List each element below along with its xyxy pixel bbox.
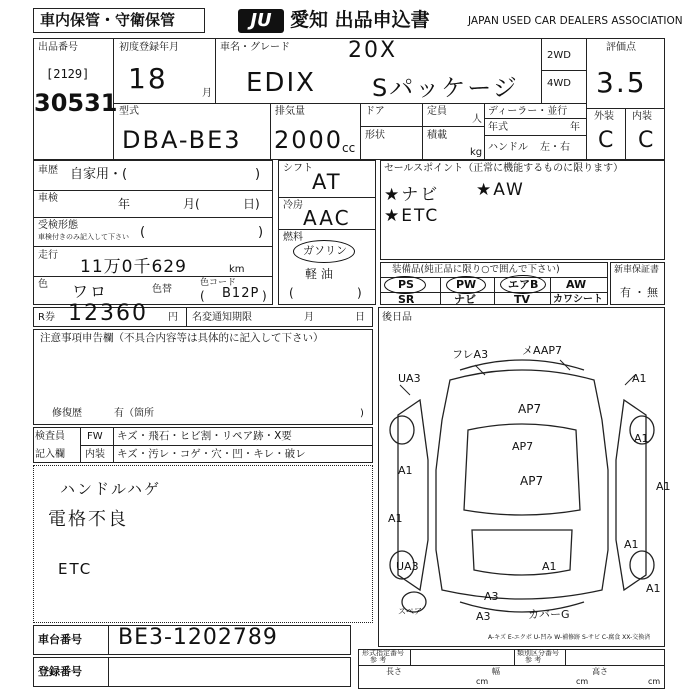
equip-aw: AW — [566, 278, 587, 291]
warranty-no: 無 — [647, 286, 658, 299]
equip-pw: PW — [456, 278, 477, 291]
history-close: ) — [255, 167, 261, 182]
mileage-label: 走行 — [38, 250, 58, 261]
category-label: 類別区分番号 — [517, 649, 559, 657]
color-change-label: 色替 — [152, 284, 172, 295]
shift-label: シフト — [283, 163, 313, 174]
ju-logo-text: JU — [250, 10, 272, 31]
inspector-record-label: 記入欄 — [35, 449, 65, 460]
warranty-sep: ・ — [634, 286, 645, 299]
diagram-label-5: A1 — [632, 372, 647, 385]
dimension-block — [358, 649, 665, 689]
diagram-label-10: A1 — [388, 512, 403, 525]
color-code-close: ) — [262, 289, 267, 303]
height-unit: cm — [648, 677, 661, 686]
color-code-label: 色コード — [200, 278, 237, 288]
registration-year: 18 — [128, 62, 168, 95]
warranty-yes: 有 — [620, 286, 631, 299]
width-label: 幅 — [492, 667, 500, 676]
inspector-row2: キズ・汚レ・コゲ・穴・凹・キレ・破レ — [117, 448, 306, 460]
model-label: 型式 — [119, 106, 139, 117]
car-name: EDIX — [246, 68, 316, 98]
diagram-label-13: A1 — [624, 538, 639, 551]
r-ken-unit: 円 — [168, 312, 178, 323]
model-value: DBA-BE3 — [122, 126, 242, 154]
name-change-month: 月 — [304, 312, 314, 323]
selling-point-1: ★ナビ — [384, 185, 440, 205]
mileage-value: 11万0千629 — [80, 257, 187, 277]
diagram-label-1: UA3 — [398, 372, 421, 385]
shape-label: 形状 — [365, 130, 385, 141]
capacity-label: 定員 — [427, 106, 447, 117]
diagram-label-17: カバーG — [528, 608, 570, 621]
history-label: 車歴 — [38, 165, 58, 176]
equip-wseat: カワシート — [553, 294, 603, 305]
handwritten-note-2: 電格不良 — [48, 509, 128, 530]
length-unit: cm — [476, 677, 489, 686]
inspection-label: 車検 — [38, 193, 58, 204]
fuel-gasoline: ガソリン — [303, 244, 347, 257]
r-ken-label: R券 — [38, 312, 55, 323]
inspection-year: 年 — [118, 197, 131, 211]
fuel-diesel: 軽 油 — [305, 267, 333, 281]
receipt-close: ) — [258, 225, 264, 240]
color-value: ワロ — [72, 282, 109, 301]
year-label: 年式 — [488, 122, 508, 133]
diagram-label-7: A1 — [398, 464, 413, 477]
diagram-label-6: AP7 — [520, 474, 544, 488]
score-label: 評価点 — [606, 42, 636, 53]
diagram-label-14: A3 — [484, 590, 499, 603]
history-value: 自家用・( — [70, 167, 128, 182]
notes-label: 注意事項申告欄（不具合内容等は具体的に記入して下さい） — [40, 332, 324, 344]
chassis-value: BE3-1202789 — [118, 625, 278, 650]
width-unit: cm — [576, 677, 589, 686]
inspector-row2-label: 内装 — [85, 449, 105, 460]
rear-seat-label: 後日品 — [382, 312, 412, 323]
diagram-label-2: フレA3 — [452, 348, 489, 361]
exterior-label: 外装 — [594, 111, 614, 122]
color-label: 色 — [38, 279, 48, 290]
lot-label: 出品番号 — [38, 42, 78, 53]
car-grade: 20X — [348, 38, 398, 63]
drive-4wd: 4WD — [547, 78, 571, 89]
diagram-label-18: AP7 — [512, 440, 534, 453]
spare-label: スペア — [398, 607, 422, 616]
repair-close: ) — [360, 408, 364, 419]
inspector-row1: キズ・飛石・ヒビ割・リペア跡・X要 — [117, 430, 292, 442]
diagram-label-15: A1 — [646, 582, 661, 595]
equip-ps: PS — [398, 278, 414, 291]
name-change-day: 日 — [355, 312, 365, 323]
inspection-day: 日) — [243, 197, 260, 211]
registration-label: 初度登録年月 — [119, 42, 179, 53]
interior-label: 内装 — [632, 111, 652, 122]
interior-score: C — [638, 128, 656, 153]
equip-sr: SR — [398, 293, 415, 306]
height-label: 高さ — [592, 667, 608, 676]
brand-title: 愛知 出品申込書 — [290, 9, 430, 31]
door-label: ドア — [365, 106, 385, 117]
selling-point-2: ★AW — [476, 180, 525, 200]
model-number-ref: 参 考 — [370, 656, 387, 664]
repair-label: 修復歴 — [52, 408, 82, 419]
reg-label: 登録番号 — [38, 665, 82, 678]
displacement-label: 排気量 — [275, 106, 305, 117]
load-unit: kg — [470, 147, 483, 158]
handle-label: ハンドル — [488, 142, 528, 153]
capacity-unit: 人 — [472, 114, 482, 125]
equip-airbag: エアB — [508, 278, 539, 291]
shift-value: AT — [312, 170, 342, 194]
receipt-open: ( — [140, 225, 146, 240]
score-value: 3.5 — [596, 66, 647, 99]
diagram-label-12: A1 — [542, 560, 557, 573]
diagram-label-3: メAAP7 — [522, 344, 562, 357]
fuel-label: 燃料 — [283, 232, 303, 243]
name-change-label: 名変通知期限 — [192, 312, 252, 323]
length-label: 長さ — [386, 667, 402, 676]
color-code-open: ( — [200, 289, 205, 303]
warranty-label: 新車保証書 — [614, 265, 660, 275]
selling-point-3: ★ETC — [384, 206, 440, 226]
chassis-label: 車台番号 — [38, 633, 82, 646]
ac-value: AAC — [303, 206, 351, 230]
selling-points-label: セールスポイント（正常に機能するものに限ります） — [384, 163, 624, 174]
lot-number: 30531 — [34, 89, 118, 117]
damage-legend: A-キズ E-エクボ U-凹み W-補修跡 S-サビ C-腐食 XX-交換済 — [488, 634, 651, 641]
diagram-label-16: A3 — [476, 610, 491, 623]
displacement-value: 2000 — [274, 126, 344, 154]
equip-navi: ナビ — [454, 293, 476, 306]
inspector-row1-label: FW — [87, 431, 103, 442]
fuel-open: ( — [289, 286, 294, 300]
diagram-label-4: AP7 — [518, 402, 542, 416]
fuel-close: ) — [357, 286, 362, 300]
ac-label: 冷房 — [283, 200, 303, 211]
ju-logo — [238, 9, 284, 33]
year-unit: 年 — [570, 122, 580, 133]
displacement-unit: cc — [342, 141, 356, 155]
handwritten-note-3: ETC — [58, 560, 93, 578]
drive-2wd: 2WD — [547, 50, 571, 61]
repair-value: 有（箇所 — [114, 408, 154, 419]
storage-note: 車内保管・守衛保管 — [40, 11, 176, 29]
brand-subtitle: JAPAN USED CAR DEALERS ASSOCIATION — [468, 15, 683, 27]
registration-month-unit: 月 — [202, 88, 212, 99]
inspector-label: 検査員 — [35, 431, 65, 442]
color-code-value: B12P — [222, 286, 260, 301]
equip-tv: TV — [514, 293, 531, 306]
exterior-score: C — [598, 128, 616, 153]
diagram-label-8: A1 — [634, 432, 649, 445]
dealer-label: ディーラー・並行 — [488, 106, 568, 117]
load-label: 積載 — [427, 130, 447, 141]
lot-sub-number: [2129] — [46, 67, 90, 81]
r-ken-value: 12360 — [68, 301, 148, 326]
equipment-label: 装備品(純正品に限り○で囲んで下さい) — [392, 264, 560, 275]
diagram-label-11: UA3 — [396, 560, 419, 573]
category-ref: 参 考 — [525, 656, 542, 664]
diagram-label-9: A1 — [656, 480, 671, 493]
receipt-note: 車検付きのみ記入して下さい — [38, 233, 129, 241]
handle-options: 左・右 — [540, 142, 570, 153]
car-name-label: 車名・グレード — [220, 42, 290, 53]
model-number-label: 形式指定番号 — [362, 649, 404, 657]
car-grade-2: Sパッケージ — [372, 74, 519, 102]
mileage-unit: km — [229, 264, 245, 275]
handwritten-note-1: ハンドルハゲ — [60, 480, 161, 498]
receipt-label: 受検形態 — [38, 220, 78, 231]
inspection-month: 月( — [183, 197, 200, 211]
